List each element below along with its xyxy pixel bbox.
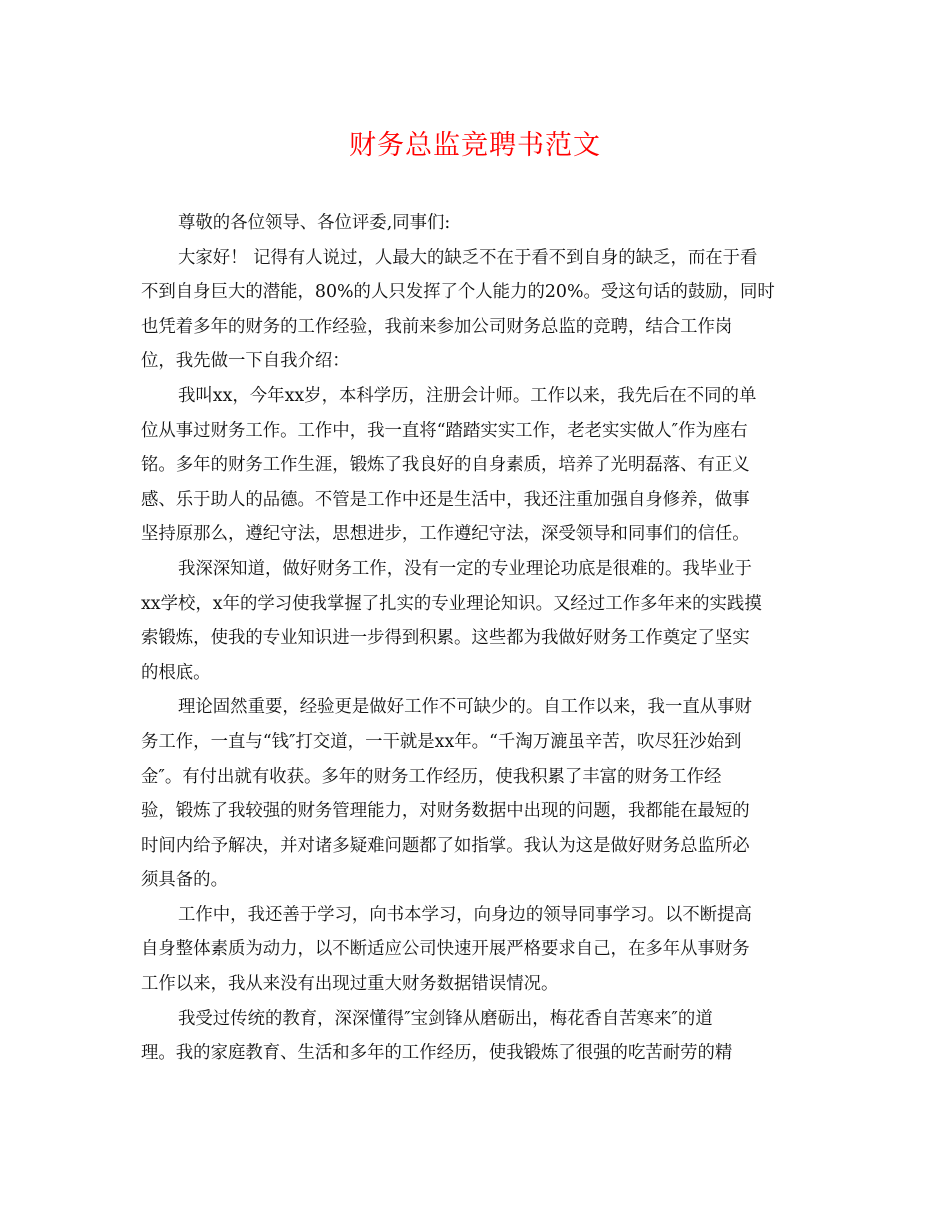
paragraph-line: 索锻炼，使我的专业知识进一步得到积累。这些都为我做好财务工作奠定了坚实 (141, 628, 750, 649)
paragraph-line: 位从事过财务工作。工作中，我一直将“踏踏实实工作，老老实实做人″作为座右 (141, 420, 748, 441)
paragraph-line: 理论固然重要，经验更是做好工作不可缺少的。自工作以来，我一直从事财 (178, 697, 752, 718)
document-body (141, 206, 811, 1071)
paragraph-line: 须具备的。 (141, 870, 228, 891)
document-title: 财务总监竞聘书范文 (349, 130, 601, 161)
paragraph-line: 务工作，一直与“钱″打交道，一干就是xx年。“千淘万漉虽辛苦，吹尽狂沙始到 (141, 731, 742, 752)
paragraph-line: 大家好！ 记得有人说过，人最大的缺乏不在于看不到自身的缺乏，而在于看 (178, 247, 758, 268)
paragraph-line: 验，锻炼了我较强的财务管理能力，对财务数据中出现的问题，我都能在最短的 (141, 801, 750, 822)
paragraph-line: 不到自身巨大的潜能，80%的人只发挥了个人能力的20%。受这句话的鼓励，同时 (141, 282, 775, 303)
paragraph-line: 的根底。 (141, 662, 211, 683)
paragraph-line: 铭。多年的财务工作生涯，锻炼了我良好的自身素质，培养了光明磊落、有正义 (141, 455, 750, 476)
paragraph-line: 工作中，我还善于学习，向书本学习，向身边的领导同事学习。以不断提高 (178, 904, 752, 925)
paragraph-line: xx学校，x年的学习使我掌握了扎实的专业理论知识。又经过工作多年来的实践摸 (141, 593, 762, 614)
paragraph-line: 感、乐于助人的品德。不管是工作中还是生活中，我还注重加强自身修养，做事 (141, 489, 750, 510)
paragraph-line: 我叫xx，今年xx岁，本科学历，注册会计师。工作以来，我先后在不同的单 (178, 385, 757, 406)
paragraph-line: 金″。有付出就有收获。多年的财务工作经历，使我积累了丰富的财务工作经 (141, 766, 722, 787)
paragraph-line: 我深深知道，做好财务工作，没有一定的专业理论功底是很难的。我毕业于 (178, 558, 752, 579)
paragraph-line: 也凭着多年的财务的工作经验，我前来参加公司财务总监的竞聘，结合工作岗 (141, 316, 733, 337)
paragraph-line: 位，我先做一下自我介绍： (141, 351, 350, 372)
paragraph-line: 理。我的家庭教育、生活和多年的工作经历，使我锻炼了很强的吃苦耐劳的精 (141, 1043, 733, 1064)
paragraph-line: 时间内给予解决，并对诸多疑难问题都了如指掌。我认为这是做好财务总监所必 (141, 835, 750, 856)
paragraph-line: 工作以来，我从来没有出现过重大财务数据错误情况。 (141, 974, 559, 995)
paragraph-line: 我受过传统的教育，深深懂得″宝剑锋从磨砺出，梅花香自苦寒来″的道 (178, 1008, 713, 1029)
paragraph-line: 自身整体素质为动力，以不断适应公司快速开展严格要求自己，在多年从事财务 (141, 939, 750, 960)
salutation-line: 尊敬的各位领导、各位评委,同事们: (178, 213, 451, 233)
paragraph-line: 坚持原那么，遵纪守法，思想进步，工作遵纪守法，深受领导和同事们的信任。 (141, 524, 750, 545)
